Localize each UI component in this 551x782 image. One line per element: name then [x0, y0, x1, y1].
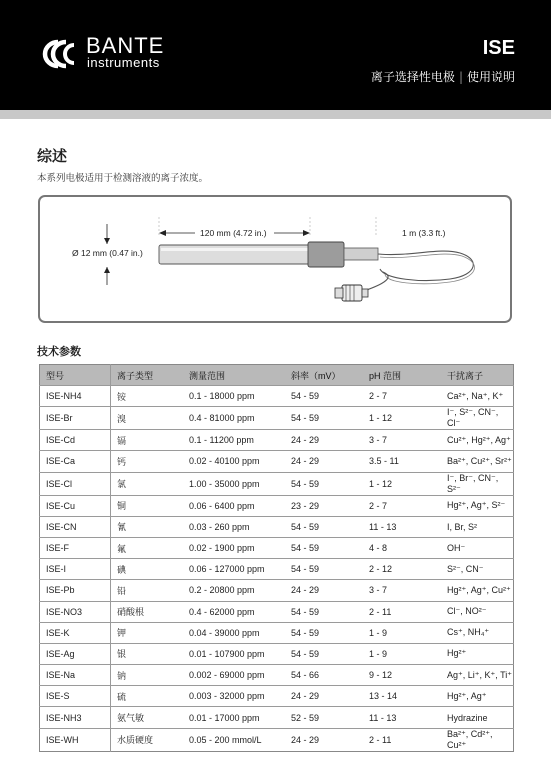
diameter-label: Ø 12 mm (0.47 in.)	[72, 248, 143, 258]
cell-range: 0.06 - 127000 ppm	[183, 559, 285, 580]
cell-interfering-ions: I, Br, S²	[441, 516, 514, 537]
cell-ph-range: 4 - 8	[363, 537, 441, 558]
cell-ion-type: 铅	[111, 580, 184, 601]
col-range: 测量范围	[183, 365, 285, 386]
cell-slope: 24 - 29	[285, 451, 363, 472]
header-band	[0, 110, 551, 119]
table-row	[40, 495, 514, 516]
cell-slope: 23 - 29	[285, 495, 363, 516]
cell-slope: 24 - 29	[285, 686, 363, 707]
cell-slope: 24 - 29	[285, 430, 363, 451]
cell-range: 0.06 - 6400 ppm	[183, 495, 285, 516]
cell-model: ISE-K	[40, 622, 111, 643]
cell-slope: 54 - 59	[285, 472, 363, 495]
cell-range: 0.003 - 32000 ppm	[183, 686, 285, 707]
cell-interfering-ions: Cu²⁺, Hg²⁺, Ag⁺	[441, 430, 514, 451]
cell-model: ISE-Ag	[40, 643, 111, 664]
cell-ion-type: 硝酸根	[111, 601, 184, 622]
specs-table	[39, 364, 514, 752]
table-row	[40, 430, 514, 451]
cell-ph-range: 11 - 13	[363, 516, 441, 537]
cell-ph-range: 2 - 7	[363, 495, 441, 516]
doc-code: ISE	[482, 37, 515, 59]
cell-ion-type: 氟	[111, 537, 184, 558]
cell-interfering-ions: Cl⁻, NO²⁻	[441, 601, 514, 622]
cell-slope: 54 - 59	[285, 407, 363, 430]
cable-length-label: 1 m (3.3 ft.)	[402, 228, 446, 238]
cell-slope: 54 - 59	[285, 516, 363, 537]
cell-ion-type: 碘	[111, 559, 184, 580]
cell-ph-range: 9 - 12	[363, 665, 441, 686]
table-row	[40, 643, 514, 664]
cell-ph-range: 2 - 12	[363, 559, 441, 580]
cell-slope: 24 - 29	[285, 728, 363, 751]
cell-range: 0.1 - 18000 ppm	[183, 386, 285, 407]
cell-interfering-ions: OH⁻	[441, 537, 514, 558]
cell-ph-range: 13 - 14	[363, 686, 441, 707]
cell-range: 0.4 - 62000 ppm	[183, 601, 285, 622]
cell-range: 0.002 - 69000 ppm	[183, 665, 285, 686]
cell-ion-type: 钙	[111, 451, 184, 472]
cell-model: ISE-WH	[40, 728, 111, 751]
cell-model: ISE-NO3	[40, 601, 111, 622]
cell-interfering-ions: Hg²⁺, Ag⁺, Cu²⁺	[441, 580, 514, 601]
col-ph-range: pH 范围	[363, 365, 441, 386]
cell-ph-range: 1 - 12	[363, 472, 441, 495]
cell-interfering-ions: Hg²⁺, Ag⁺	[441, 686, 514, 707]
cell-ion-type: 硫	[111, 686, 184, 707]
cell-slope: 54 - 66	[285, 665, 363, 686]
cell-slope: 54 - 59	[285, 622, 363, 643]
cell-model: ISE-I	[40, 559, 111, 580]
cell-ph-range: 3 - 7	[363, 430, 441, 451]
brand-sub: instruments	[87, 55, 160, 70]
electrode-drawing	[40, 197, 514, 325]
cell-interfering-ions: Ba²⁺, Cu²⁺, Sr²⁺	[441, 451, 514, 472]
cell-range: 0.02 - 1900 ppm	[183, 537, 285, 558]
cell-range: 0.01 - 107900 ppm	[183, 643, 285, 664]
electrode-diagram	[38, 195, 512, 323]
table-row	[40, 580, 514, 601]
col-model: 型号	[40, 365, 111, 386]
specs-header-row	[40, 365, 514, 386]
doc-title-left: 离子选择性电极	[370, 70, 455, 84]
table-row	[40, 707, 514, 728]
cell-model: ISE-S	[40, 686, 111, 707]
cell-range: 0.03 - 260 ppm	[183, 516, 285, 537]
cell-ion-type: 铜	[111, 495, 184, 516]
table-row	[40, 601, 514, 622]
cell-range: 0.01 - 17000 ppm	[183, 707, 285, 728]
cell-model: ISE-NH3	[40, 707, 111, 728]
cell-model: ISE-Br	[40, 407, 111, 430]
table-row	[40, 728, 514, 751]
cell-ion-type: 溴	[111, 407, 184, 430]
cell-slope: 54 - 59	[285, 386, 363, 407]
bante-logo	[36, 33, 196, 76]
table-row	[40, 686, 514, 707]
cell-range: 1.00 - 35000 ppm	[183, 472, 285, 495]
overview-description: 本系列电极适用于检测溶液的离子浓度。	[37, 173, 209, 184]
cell-ion-type: 铵	[111, 386, 184, 407]
cell-model: ISE-CN	[40, 516, 111, 537]
cell-ph-range: 1 - 9	[363, 643, 441, 664]
cell-model: ISE-Cd	[40, 430, 111, 451]
cell-ion-type: 钾	[111, 622, 184, 643]
specs-title: 技术参数	[37, 345, 81, 358]
overview-title: 综述	[37, 147, 68, 165]
table-row	[40, 559, 514, 580]
cell-ph-range: 2 - 11	[363, 728, 441, 751]
table-row	[40, 472, 514, 495]
table-row	[40, 622, 514, 643]
table-row	[40, 537, 514, 558]
cell-slope: 54 - 59	[285, 537, 363, 558]
cell-slope: 54 - 59	[285, 559, 363, 580]
table-row	[40, 407, 514, 430]
cell-ph-range: 3 - 7	[363, 580, 441, 601]
cell-ion-type: 氰	[111, 516, 184, 537]
cell-interfering-ions: Hg²⁺	[441, 643, 514, 664]
table-row	[40, 665, 514, 686]
col-slope: 斜率（mV）	[285, 365, 363, 386]
doc-title	[371, 68, 515, 85]
cell-ph-range: 1 - 12	[363, 407, 441, 430]
cell-interfering-ions: Ca²⁺, Na⁺, K⁺	[441, 386, 514, 407]
cell-ph-range: 11 - 13	[363, 707, 441, 728]
cell-model: ISE-Pb	[40, 580, 111, 601]
cell-ion-type: 氨气敏	[111, 707, 184, 728]
cell-slope: 54 - 59	[285, 601, 363, 622]
cell-slope: 52 - 59	[285, 707, 363, 728]
cell-interfering-ions: I⁻, Br⁻, CN⁻, S²⁻	[441, 472, 514, 495]
cell-slope: 54 - 59	[285, 643, 363, 664]
table-row	[40, 451, 514, 472]
cell-model: ISE-NH4	[40, 386, 111, 407]
cell-interfering-ions: Hg²⁺, Ag⁺, S²⁻	[441, 495, 514, 516]
cell-ion-type: 水质硬度	[111, 728, 184, 751]
cell-model: ISE-F	[40, 537, 111, 558]
cell-ph-range: 3.5 - 11	[363, 451, 441, 472]
cell-interfering-ions: Ba²⁺, Cd²⁺, Cu²⁺	[441, 728, 514, 751]
page-header	[0, 0, 551, 110]
title-separator: |	[458, 70, 463, 84]
col-interfering-ions: 干扰离子	[441, 365, 514, 386]
cell-interfering-ions: Hydrazine	[441, 707, 514, 728]
col-ion-type: 离子类型	[111, 365, 184, 386]
cell-ion-type: 镉	[111, 430, 184, 451]
cell-range: 0.1 - 11200 ppm	[183, 430, 285, 451]
cell-range: 0.2 - 20800 ppm	[183, 580, 285, 601]
cell-range: 0.02 - 40100 ppm	[183, 451, 285, 472]
brand-name: BANTE	[86, 33, 165, 58]
cell-slope: 24 - 29	[285, 580, 363, 601]
cell-interfering-ions: I⁻, S²⁻, CN⁻, Cl⁻	[441, 407, 514, 430]
bante-logo-mark-icon	[36, 39, 80, 69]
cell-ph-range: 1 - 9	[363, 622, 441, 643]
cell-model: ISE-Na	[40, 665, 111, 686]
cell-range: 0.4 - 81000 ppm	[183, 407, 285, 430]
cell-interfering-ions: Cs⁺, NH₄⁺	[441, 622, 514, 643]
table-row	[40, 386, 514, 407]
length-label: 120 mm (4.72 in.)	[200, 228, 267, 238]
cell-ph-range: 2 - 11	[363, 601, 441, 622]
cell-ion-type: 银	[111, 643, 184, 664]
cell-ph-range: 2 - 7	[363, 386, 441, 407]
doc-title-right: 使用说明	[466, 70, 515, 84]
cell-interfering-ions: Ag⁺, Li⁺, K⁺, Ti⁺	[441, 665, 514, 686]
cell-ion-type: 钠	[111, 665, 184, 686]
cell-ion-type: 氯	[111, 472, 184, 495]
cell-model: ISE-Ca	[40, 451, 111, 472]
cell-model: ISE-Cl	[40, 472, 111, 495]
table-row	[40, 516, 514, 537]
cell-range: 0.05 - 200 mmol/L	[183, 728, 285, 751]
cell-range: 0.04 - 39000 ppm	[183, 622, 285, 643]
cell-interfering-ions: S²⁻, CN⁻	[441, 559, 514, 580]
cell-model: ISE-Cu	[40, 495, 111, 516]
